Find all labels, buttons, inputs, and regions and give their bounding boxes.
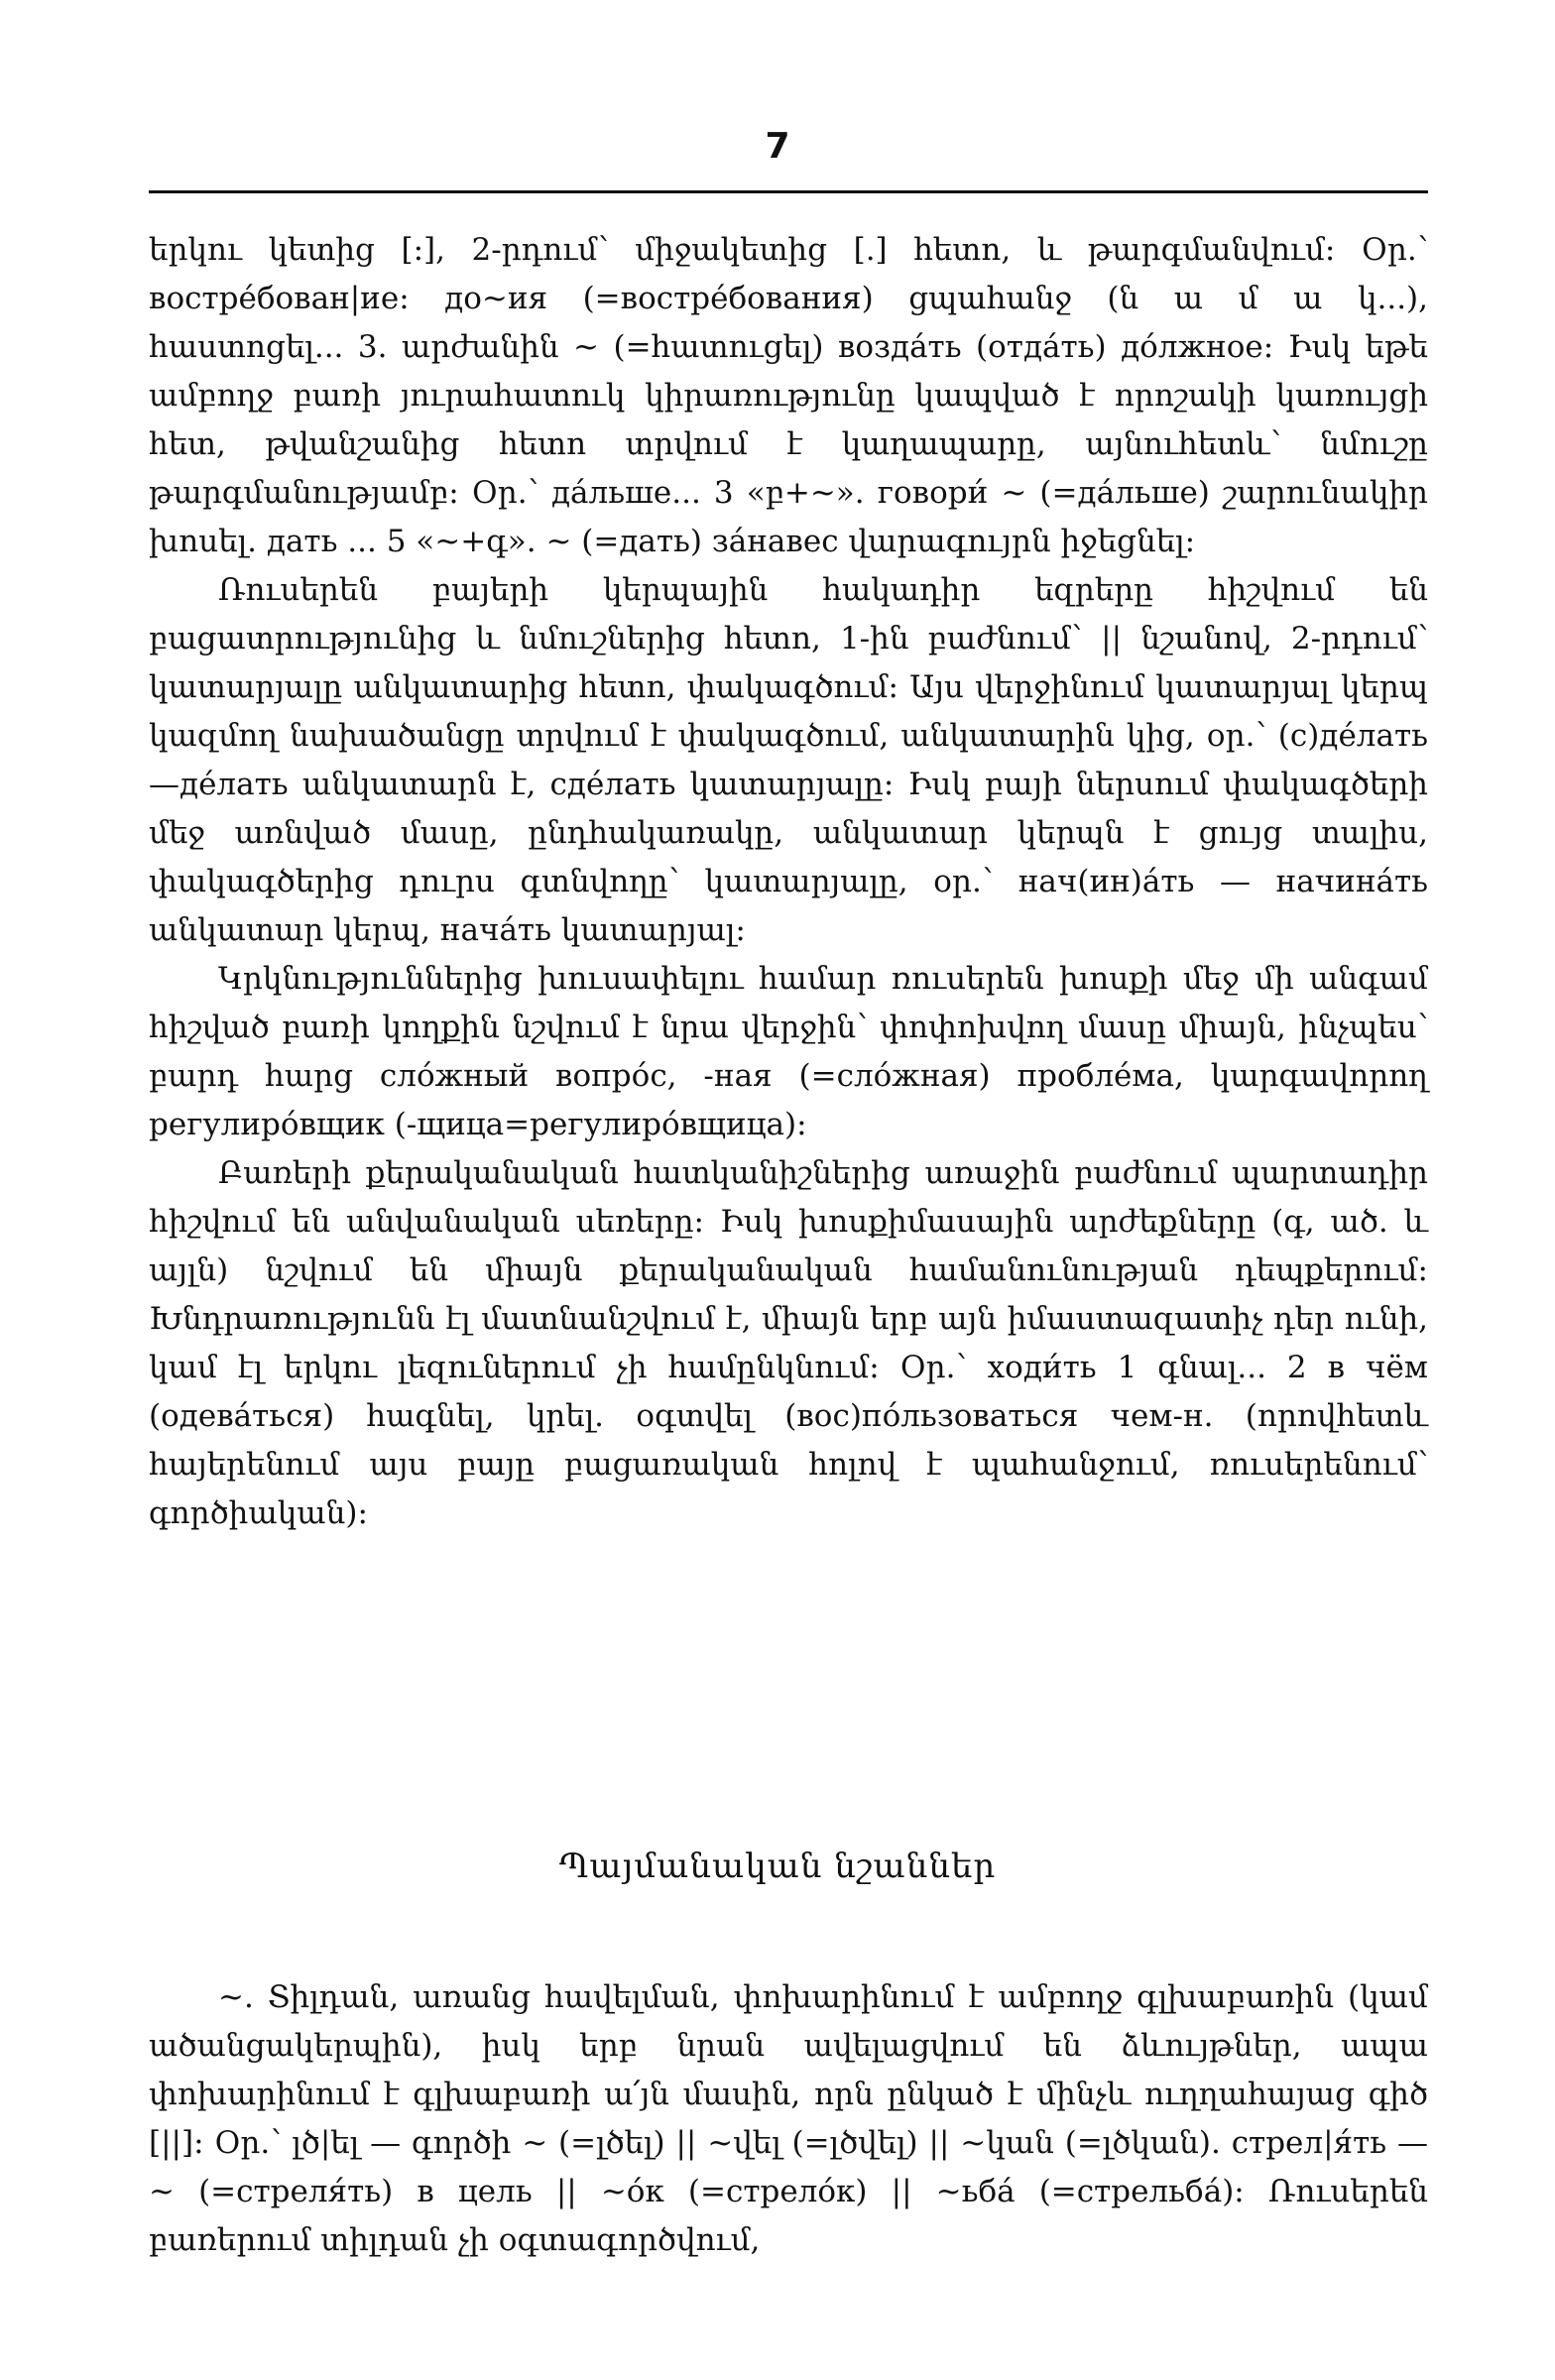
paragraph-tilde: ~. Տիլդան, առանց հավելման, փոխարինում է ամբողջ գլխաբառին (կամ ածանցակերպին), իսկ երբ նրան ավելացվում են ձևույթներ, ապա փոխարինում է գլխաբառի ա՛յն մասին, որն ընկած է մինչև ուղղահայաց գիծ [||]։ Օր.՝ լծ|ել — գործի ~ (=լծել) || ~վել (=լծվել) || ~կան (=լծկան). стрел|я́ть — ~ (=стреля́ть) в цель || ~о́к (=стрело́к) || ~ьба́ (=стрельба́)։ Ռուսերեն բառերում տիլդան չի օգտագործվում, (149, 1979, 1428, 2258)
signs-text (149, 1973, 1428, 2265)
section-heading: Պայմանական նշաններ (558, 1846, 997, 1886)
paragraph-grammar: Բառերի քերականական հատկանիշներից առաջին բաժնում պարտադիր հիշվում են անվանական սեռերը։ Իսկ խոսքիմասային արժեքները (գ, ած. և այլն) նշվում են միայն քերականական համանունության դեպքերում։ Խնդրառությունն էլ մատնանշվում է, միայն երբ այն իմաստազատիչ դեր ունի, կամ էլ երկու լեզուներում չի համընկնում։ Օր.՝ ходи́ть 1 գնալ... 2 в чём (одева́ться) հագնել, կրել. օգտվել (вос)по́льзоваться чем-н. (որովհետև հայերենում այս բայը բացառական հոլով է պահանջում, ռուսերենում՝ գործիական)։ (149, 1155, 1428, 1531)
body-text (149, 226, 1428, 1538)
paragraph-aspect: Ռուսերեն բայերի կերպային հակադիր եզրերը հիշվում են բացատրությունից և նմուշներից հետո, 1-ին բաժնում՝ || նշանով, 2-րդում՝ կատարյալը անկատարից հետո, փակագծում։ Այս վերջինում կատարյալ կերպ կազմող նախածանցը տրվում է փակագծում, անկատարին կից, օր.՝ (с)де́лать—де́лать անկատարն է, сде́лать կատարյալը։ Իսկ բայի ներսում փակագծերի մեջ առնված մասը, ընդհակառակը, անկատար կերպն է ցույց տալիս, փակագծերից դուրս գտնվողը՝ կատարյալը, օր.՝ нач(ин)а́ть — начина́ть անկատար կերպ, нача́ть կատարյալ։ (149, 572, 1428, 948)
paragraph-intro-continuation: երկու կետից [:], 2-րդում՝ միջակետից [.] հետո, և թարգմանվում։ Օր.՝ востре́бован|ие: до~ия (=востре́бования) ցպահանջ (ն ա մ ա կ...), հաստոցել... 3. արժանին ~ (=հատուցել) возда́ть (отда́ть) до́лжное։ Իսկ եթե ամբողջ բառի յուրահատուկ կիրառությունը կապված է որոշակի կառույցի հետ, թվանշանից հետո տրվում է կաղապարը, այնուհետև՝ նմուշը թարգմանությամբ։ Օր.՝ да́льше... 3 «բ+~». говори́ ~ (=да́льше) շարունակիր խոսել. дать ... 5 «~+գ». ~ (=дать) за́навес վարագույրն իջեցնել։ (149, 232, 1428, 559)
page-number: 7 (765, 126, 790, 167)
paragraph-repetition: Կրկնություններից խուսափելու համար ռուսերեն խոսքի մեջ մի անգամ հիշված բառի կողքին նշվում է նրա վերջին՝ փոփոխվող մասը միայն, ինչպես՝ բարդ հարց сло́жный вопро́с, -ная (=сло́жная) пробле́ма, կարգավորող регулиро́вщик (-щица=регулиро́вщица)։ (149, 961, 1428, 1142)
header-rule (149, 190, 1428, 193)
